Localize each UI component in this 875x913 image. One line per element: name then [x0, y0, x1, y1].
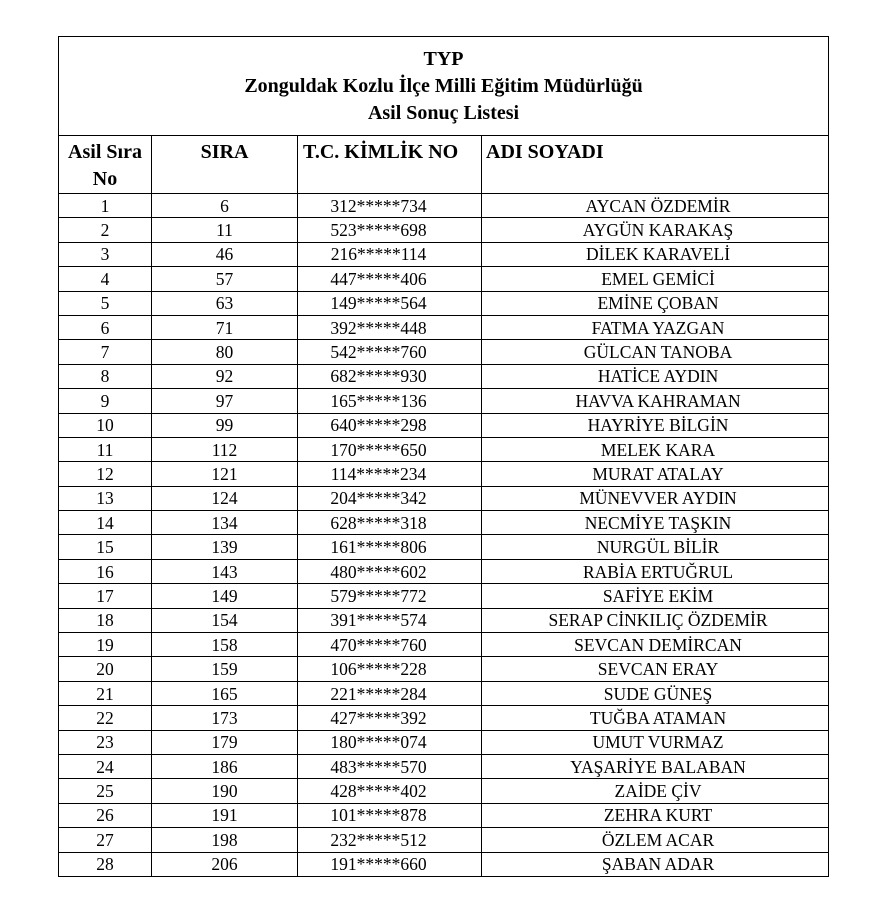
- cell-asil-sira-no: 17: [59, 584, 152, 608]
- cell-adi-soyadi: MÜNEVVER AYDIN: [482, 486, 829, 510]
- cell-asil-sira-no: 27: [59, 828, 152, 852]
- cell-sira: 158: [152, 633, 298, 657]
- cell-asil-sira-no: 22: [59, 706, 152, 730]
- cell-asil-sira-no: 4: [59, 267, 152, 291]
- cell-asil-sira-no: 18: [59, 608, 152, 632]
- cell-adi-soyadi: GÜLCAN TANOBA: [482, 340, 829, 364]
- cell-adi-soyadi: SAFİYE EKİM: [482, 584, 829, 608]
- cell-tc-kimlik-no: 204*****342: [298, 486, 482, 510]
- cell-sira: 124: [152, 486, 298, 510]
- cell-adi-soyadi: SEVCAN DEMİRCAN: [482, 633, 829, 657]
- table-row: [59, 486, 829, 510]
- cell-adi-soyadi: RABİA ERTUĞRUL: [482, 559, 829, 583]
- cell-tc-kimlik-no: 447*****406: [298, 267, 482, 291]
- table-row: [59, 633, 829, 657]
- cell-adi-soyadi: ŞABAN ADAR: [482, 852, 829, 876]
- cell-sira: 63: [152, 291, 298, 315]
- cell-adi-soyadi: HAYRİYE BİLGİN: [482, 413, 829, 437]
- table-row: [59, 462, 829, 486]
- cell-tc-kimlik-no: 180*****074: [298, 730, 482, 754]
- cell-tc-kimlik-no: 427*****392: [298, 706, 482, 730]
- cell-asil-sira-no: 5: [59, 291, 152, 315]
- cell-asil-sira-no: 23: [59, 730, 152, 754]
- cell-asil-sira-no: 11: [59, 437, 152, 461]
- cell-asil-sira-no: 26: [59, 803, 152, 827]
- cell-sira: 92: [152, 364, 298, 388]
- cell-asil-sira-no: 7: [59, 340, 152, 364]
- cell-asil-sira-no: 25: [59, 779, 152, 803]
- cell-sira: 143: [152, 559, 298, 583]
- cell-sira: 71: [152, 315, 298, 339]
- cell-tc-kimlik-no: 170*****650: [298, 437, 482, 461]
- cell-tc-kimlik-no: 542*****760: [298, 340, 482, 364]
- cell-sira: 206: [152, 852, 298, 876]
- cell-sira: 99: [152, 413, 298, 437]
- cell-adi-soyadi: ÖZLEM ACAR: [482, 828, 829, 852]
- title-row: [59, 37, 829, 136]
- cell-adi-soyadi: AYGÜN KARAKAŞ: [482, 218, 829, 242]
- cell-sira: 11: [152, 218, 298, 242]
- cell-sira: 186: [152, 754, 298, 778]
- cell-tc-kimlik-no: 391*****574: [298, 608, 482, 632]
- column-header-asil-line2: No: [92, 168, 118, 190]
- table-row: [59, 242, 829, 266]
- table-row: [59, 657, 829, 681]
- table-row: [59, 754, 829, 778]
- cell-sira: 149: [152, 584, 298, 608]
- cell-tc-kimlik-no: 216*****114: [298, 242, 482, 266]
- cell-adi-soyadi: FATMA YAZGAN: [482, 315, 829, 339]
- cell-adi-soyadi: ZAİDE ÇİV: [482, 779, 829, 803]
- cell-sira: 165: [152, 681, 298, 705]
- cell-tc-kimlik-no: 149*****564: [298, 291, 482, 315]
- cell-adi-soyadi: HAVVA KAHRAMAN: [482, 389, 829, 413]
- cell-adi-soyadi: YAŞARİYE BALABAN: [482, 754, 829, 778]
- table-row: [59, 267, 829, 291]
- table-row: [59, 413, 829, 437]
- cell-tc-kimlik-no: 470*****760: [298, 633, 482, 657]
- cell-adi-soyadi: NURGÜL BİLİR: [482, 535, 829, 559]
- cell-tc-kimlik-no: 483*****570: [298, 754, 482, 778]
- table-row: [59, 511, 829, 535]
- cell-adi-soyadi: AYCAN ÖZDEMİR: [482, 194, 829, 218]
- cell-tc-kimlik-no: 480*****602: [298, 559, 482, 583]
- cell-sira: 112: [152, 437, 298, 461]
- cell-tc-kimlik-no: 628*****318: [298, 511, 482, 535]
- cell-asil-sira-no: 13: [59, 486, 152, 510]
- cell-adi-soyadi: MURAT ATALAY: [482, 462, 829, 486]
- cell-sira: 134: [152, 511, 298, 535]
- cell-asil-sira-no: 2: [59, 218, 152, 242]
- cell-adi-soyadi: EMEL GEMİCİ: [482, 267, 829, 291]
- table-row: [59, 681, 829, 705]
- cell-asil-sira-no: 3: [59, 242, 152, 266]
- cell-adi-soyadi: TUĞBA ATAMAN: [482, 706, 829, 730]
- cell-tc-kimlik-no: 161*****806: [298, 535, 482, 559]
- table-row: [59, 828, 829, 852]
- column-header-tc-kimlik-no: T.C. KİMLİK NO: [298, 136, 482, 194]
- cell-tc-kimlik-no: 640*****298: [298, 413, 482, 437]
- cell-sira: 159: [152, 657, 298, 681]
- table-row: [59, 340, 829, 364]
- cell-tc-kimlik-no: 101*****878: [298, 803, 482, 827]
- column-header-sira: SIRA: [152, 136, 298, 194]
- cell-tc-kimlik-no: 165*****136: [298, 389, 482, 413]
- title-line-typ: TYP: [423, 47, 464, 70]
- column-header-asil-sira-no: [59, 136, 152, 194]
- title-line-list-name: Asil Sonuç Listesi: [367, 101, 520, 124]
- result-list-table: [58, 36, 829, 877]
- table-row: [59, 559, 829, 583]
- cell-adi-soyadi: MELEK KARA: [482, 437, 829, 461]
- cell-tc-kimlik-no: 221*****284: [298, 681, 482, 705]
- cell-sira: 154: [152, 608, 298, 632]
- cell-sira: 139: [152, 535, 298, 559]
- cell-sira: 191: [152, 803, 298, 827]
- cell-asil-sira-no: 10: [59, 413, 152, 437]
- cell-adi-soyadi: EMİNE ÇOBAN: [482, 291, 829, 315]
- cell-adi-soyadi: HATİCE AYDIN: [482, 364, 829, 388]
- cell-tc-kimlik-no: 312*****734: [298, 194, 482, 218]
- cell-sira: 121: [152, 462, 298, 486]
- cell-sira: 46: [152, 242, 298, 266]
- table-row: [59, 437, 829, 461]
- cell-sira: 190: [152, 779, 298, 803]
- cell-asil-sira-no: 8: [59, 364, 152, 388]
- table-row: [59, 535, 829, 559]
- cell-adi-soyadi: NECMİYE TAŞKIN: [482, 511, 829, 535]
- cell-tc-kimlik-no: 232*****512: [298, 828, 482, 852]
- table-row: [59, 584, 829, 608]
- table-row: [59, 291, 829, 315]
- cell-sira: 80: [152, 340, 298, 364]
- table-row: [59, 852, 829, 876]
- cell-asil-sira-no: 19: [59, 633, 152, 657]
- column-header-row: [59, 136, 829, 194]
- cell-tc-kimlik-no: 579*****772: [298, 584, 482, 608]
- table-row: [59, 608, 829, 632]
- cell-adi-soyadi: ZEHRA KURT: [482, 803, 829, 827]
- table-row: [59, 779, 829, 803]
- cell-asil-sira-no: 16: [59, 559, 152, 583]
- column-header-adi-soyadi: ADI SOYADI: [482, 136, 829, 194]
- document-title: [59, 37, 829, 136]
- cell-asil-sira-no: 9: [59, 389, 152, 413]
- cell-sira: 97: [152, 389, 298, 413]
- cell-tc-kimlik-no: 106*****228: [298, 657, 482, 681]
- table-row: [59, 706, 829, 730]
- table-row: [59, 315, 829, 339]
- cell-asil-sira-no: 28: [59, 852, 152, 876]
- table-row: [59, 364, 829, 388]
- cell-adi-soyadi: SUDE GÜNEŞ: [482, 681, 829, 705]
- cell-adi-soyadi: SERAP CİNKILIÇ ÖZDEMİR: [482, 608, 829, 632]
- cell-asil-sira-no: 24: [59, 754, 152, 778]
- cell-asil-sira-no: 12: [59, 462, 152, 486]
- cell-tc-kimlik-no: 523*****698: [298, 218, 482, 242]
- cell-tc-kimlik-no: 191*****660: [298, 852, 482, 876]
- cell-tc-kimlik-no: 428*****402: [298, 779, 482, 803]
- title-line-institution: Zonguldak Kozlu İlçe Milli Eğitim Müdürlüğü: [244, 74, 643, 97]
- cell-adi-soyadi: SEVCAN ERAY: [482, 657, 829, 681]
- table-row: [59, 803, 829, 827]
- cell-tc-kimlik-no: 114*****234: [298, 462, 482, 486]
- table-row: [59, 730, 829, 754]
- table-row: [59, 389, 829, 413]
- column-header-asil-line1: Asil Sıra: [68, 141, 142, 163]
- cell-asil-sira-no: 20: [59, 657, 152, 681]
- cell-adi-soyadi: DİLEK KARAVELİ: [482, 242, 829, 266]
- cell-tc-kimlik-no: 682*****930: [298, 364, 482, 388]
- cell-sira: 198: [152, 828, 298, 852]
- table-row: [59, 194, 829, 218]
- cell-asil-sira-no: 15: [59, 535, 152, 559]
- cell-sira: 179: [152, 730, 298, 754]
- cell-sira: 57: [152, 267, 298, 291]
- cell-asil-sira-no: 1: [59, 194, 152, 218]
- cell-asil-sira-no: 21: [59, 681, 152, 705]
- cell-asil-sira-no: 14: [59, 511, 152, 535]
- table-row: [59, 218, 829, 242]
- cell-adi-soyadi: UMUT VURMAZ: [482, 730, 829, 754]
- cell-sira: 6: [152, 194, 298, 218]
- cell-sira: 173: [152, 706, 298, 730]
- cell-tc-kimlik-no: 392*****448: [298, 315, 482, 339]
- cell-asil-sira-no: 6: [59, 315, 152, 339]
